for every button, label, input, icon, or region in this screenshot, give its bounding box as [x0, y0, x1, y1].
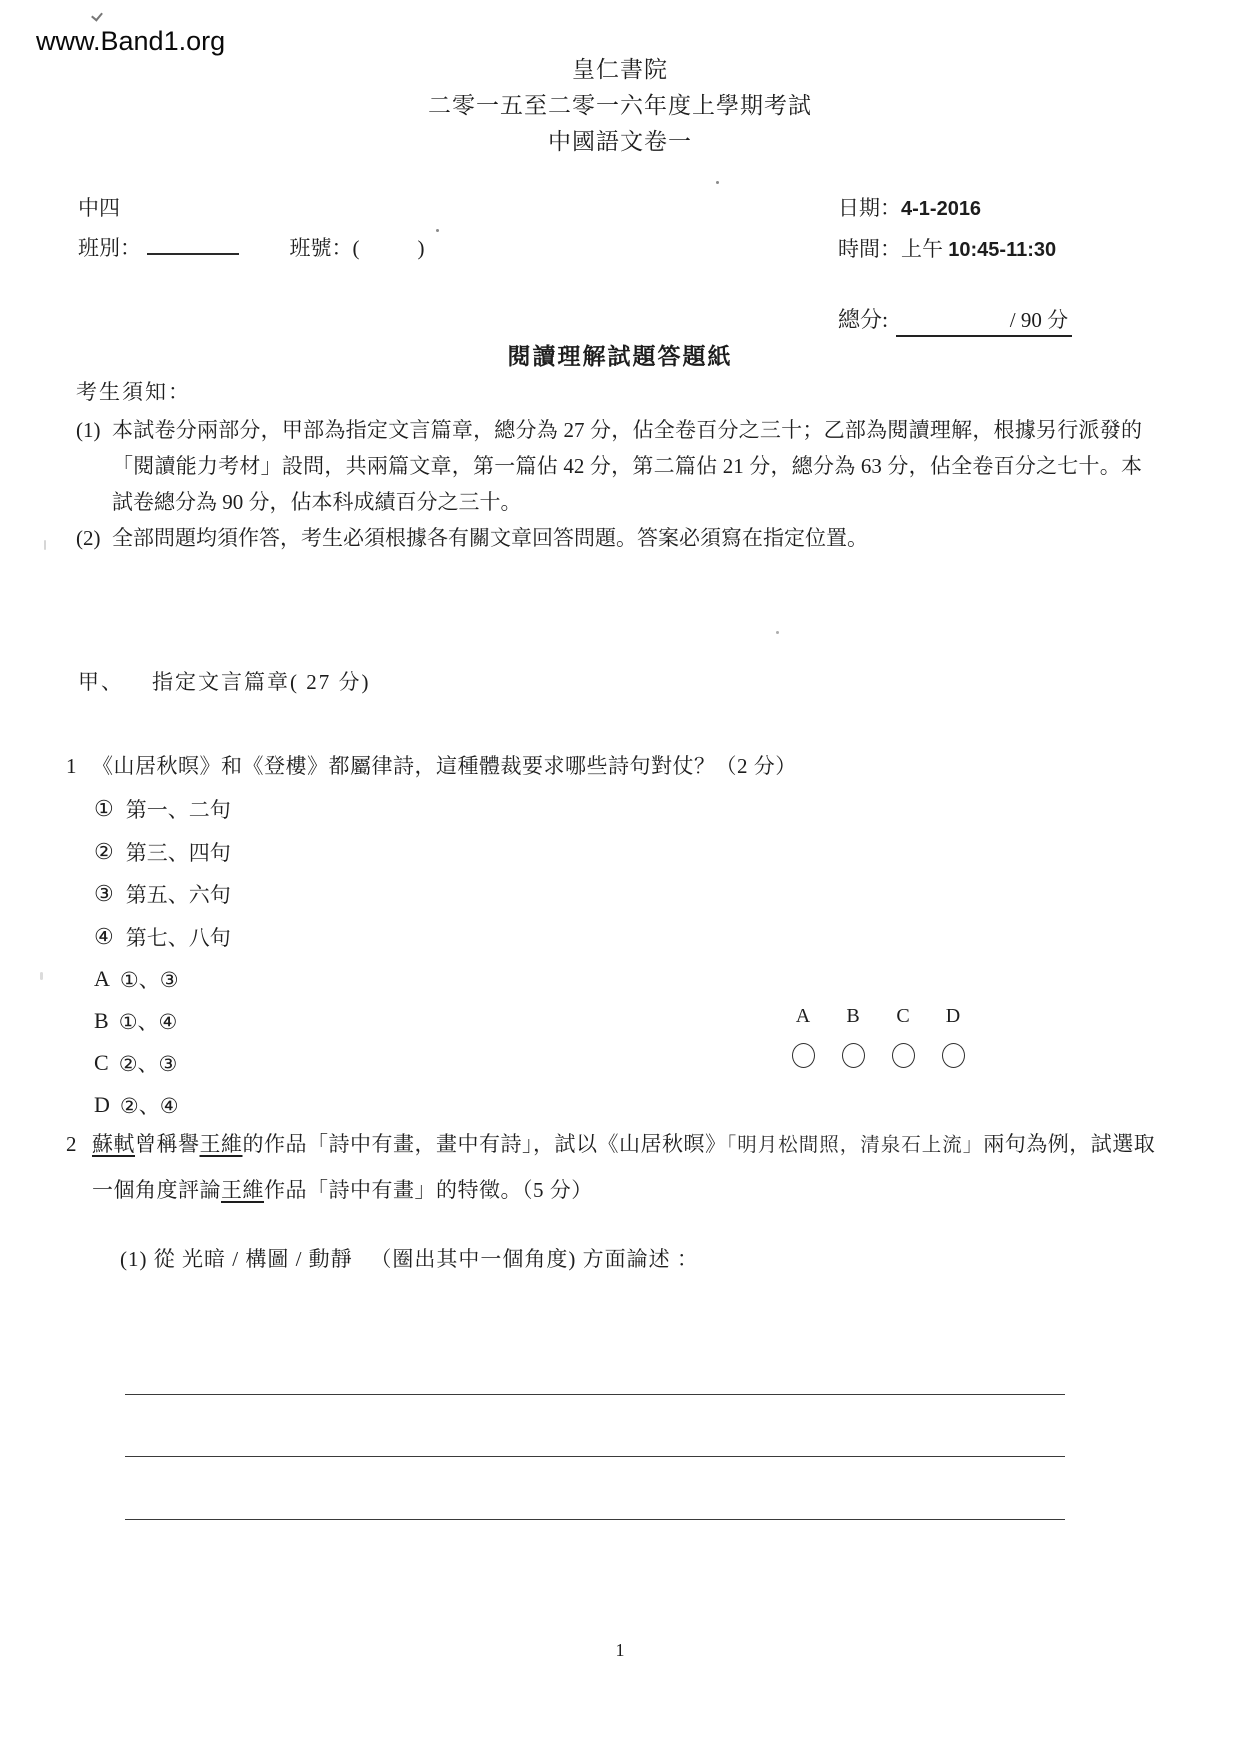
scan-speck	[436, 229, 439, 232]
page-number: 1	[615, 1640, 625, 1660]
total-label: 總分:	[838, 307, 889, 332]
class-label: 班別：	[78, 236, 141, 260]
scan-speck	[91, 9, 103, 21]
subquestion-text: 從 光暗 / 構圖 / 動靜 （圈出其中一個角度) 方面論述 ：	[153, 1247, 699, 1271]
total-score-row	[838, 303, 1072, 337]
date-value: 4-1-2016	[901, 198, 982, 220]
time-value: 10:45-11:30	[948, 239, 1057, 261]
notice-number: (1)	[76, 418, 101, 442]
question-2	[66, 1122, 1176, 1213]
time-prefix: 上午	[901, 237, 943, 261]
answer-line[interactable]	[125, 1394, 1065, 1395]
notice-number: (2)	[76, 526, 101, 550]
poem-quote: 「明月松間照，清泉石上流」	[726, 1135, 984, 1156]
section-letter: 甲、	[78, 670, 124, 694]
class-field-blank[interactable]	[147, 233, 239, 255]
school-name: 皇仁書院	[572, 57, 668, 82]
bubble-cell-d	[928, 1005, 978, 1068]
answer-bubble-c[interactable]	[892, 1043, 915, 1068]
question-1	[66, 744, 1146, 788]
statement-number: ②	[94, 838, 114, 864]
scan-speck	[716, 181, 719, 184]
section-a-heading	[78, 666, 371, 696]
choice-text: ②、③	[118, 1052, 178, 1076]
q1-statement-list	[94, 788, 231, 958]
choice-row-d	[94, 1084, 179, 1126]
notice-heading: 考生須知：	[76, 380, 191, 404]
choice-text: ①、③	[119, 968, 179, 992]
total-score-blank[interactable]	[896, 304, 1072, 337]
candidate-info	[78, 188, 425, 268]
site-watermark: www.Band1.org	[36, 26, 226, 56]
answer-line[interactable]	[125, 1456, 1065, 1457]
bubble-cell-a	[778, 1005, 828, 1068]
bubble-cell-c	[878, 1005, 928, 1068]
choice-letter: D	[94, 1092, 110, 1117]
notice-item	[76, 520, 1142, 556]
q1-answer-bubbles	[778, 1005, 978, 1068]
question-number: 1	[66, 754, 77, 778]
total-denominator: / 90 分	[1009, 308, 1069, 332]
bubble-letter-b: B	[846, 1005, 860, 1027]
question-text: 蘇軾曾稱譽王維的作品「詩中有畫，畫中有詩」，試以《山居秋暝》「明月松間照，清泉石上流」兩句為例，試選取一個角度評論王維作品「詩中有畫」的特徵。（5 分）	[92, 1132, 1156, 1202]
exam-title: 二零一五至二零一六年度上學期考試	[428, 93, 812, 118]
q2-subquestion-1	[120, 1243, 699, 1273]
statement-row	[94, 788, 231, 831]
answer-sheet-title: 閱讀理解試題答題紙	[507, 344, 733, 369]
answer-bubble-d[interactable]	[942, 1043, 965, 1068]
statement-text: 第五、六句	[125, 883, 231, 908]
answer-line[interactable]	[125, 1519, 1065, 1520]
choice-row-a	[94, 958, 179, 1000]
form-level: 中四	[78, 196, 120, 220]
choice-letter: B	[94, 1008, 109, 1033]
statement-number: ①	[94, 796, 114, 822]
notice-text: 本試卷分兩部分，甲部為指定文言篇章，總分為 27 分，佔全卷百分之三十；乙部為閱讀理解，根據另行派發的「閱讀能力考材」設問，共兩篇文章，第一篇佔 42 分，第二篇佔 21 分，總分為 63 分，佔全卷百分之七十。本試卷總分為 90 分，佔本科成績百分之三十。	[112, 418, 1142, 514]
statement-text: 第三、四句	[125, 840, 231, 865]
notice-text: 全部問題均須作答，考生必須根據各有關文章回答問題。答案必須寫在指定位置。	[112, 526, 868, 550]
scan-speck	[776, 631, 779, 634]
statement-row	[94, 831, 231, 874]
bubble-cell-b	[828, 1005, 878, 1068]
answer-bubble-a[interactable]	[792, 1043, 815, 1068]
statement-number: ④	[94, 923, 114, 949]
statement-row	[94, 873, 231, 916]
scan-speck	[40, 972, 43, 980]
statement-text: 第一、二句	[125, 798, 231, 823]
class-no-label: 班號：	[289, 236, 353, 260]
notice-item	[76, 412, 1142, 520]
answer-bubble-b[interactable]	[842, 1043, 865, 1068]
exam-datetime	[838, 188, 1056, 270]
choice-row-b	[94, 1000, 179, 1042]
choice-row-c	[94, 1042, 179, 1084]
choice-text: ①、④	[118, 1010, 178, 1034]
question-number: 2	[66, 1132, 77, 1156]
statement-number: ③	[94, 881, 114, 907]
paper-header	[0, 52, 1240, 160]
underlined-name: 王維	[221, 1178, 264, 1202]
choice-letter: A	[94, 966, 110, 991]
date-label: 日期：	[838, 196, 901, 220]
choice-text: ②、④	[119, 1094, 179, 1118]
bubble-letter-d: D	[945, 1005, 961, 1027]
scan-speck	[44, 540, 46, 550]
question-text: 《山居秋暝》和《登樓》都屬律詩，這種體裁要求哪些詩句對仗？（2 分）	[92, 754, 797, 778]
paper-title: 中國語文卷一	[548, 129, 692, 154]
bubble-letter-c: C	[896, 1005, 910, 1027]
q1-choice-list	[94, 958, 179, 1126]
bubble-letter-a: A	[795, 1005, 811, 1027]
time-label: 時間：	[838, 237, 901, 261]
underlined-name: 蘇軾	[92, 1132, 135, 1156]
subquestion-number: (1)	[120, 1247, 148, 1271]
statement-text: 第七、八句	[125, 925, 231, 950]
choice-letter: C	[94, 1050, 109, 1075]
underlined-name: 王維	[199, 1132, 243, 1156]
statement-row	[94, 916, 231, 959]
class-no-paren-close: )	[417, 236, 425, 260]
class-no-paren-open: (	[352, 236, 360, 260]
section-title: 指定文言篇章( 27 分)	[152, 670, 371, 694]
